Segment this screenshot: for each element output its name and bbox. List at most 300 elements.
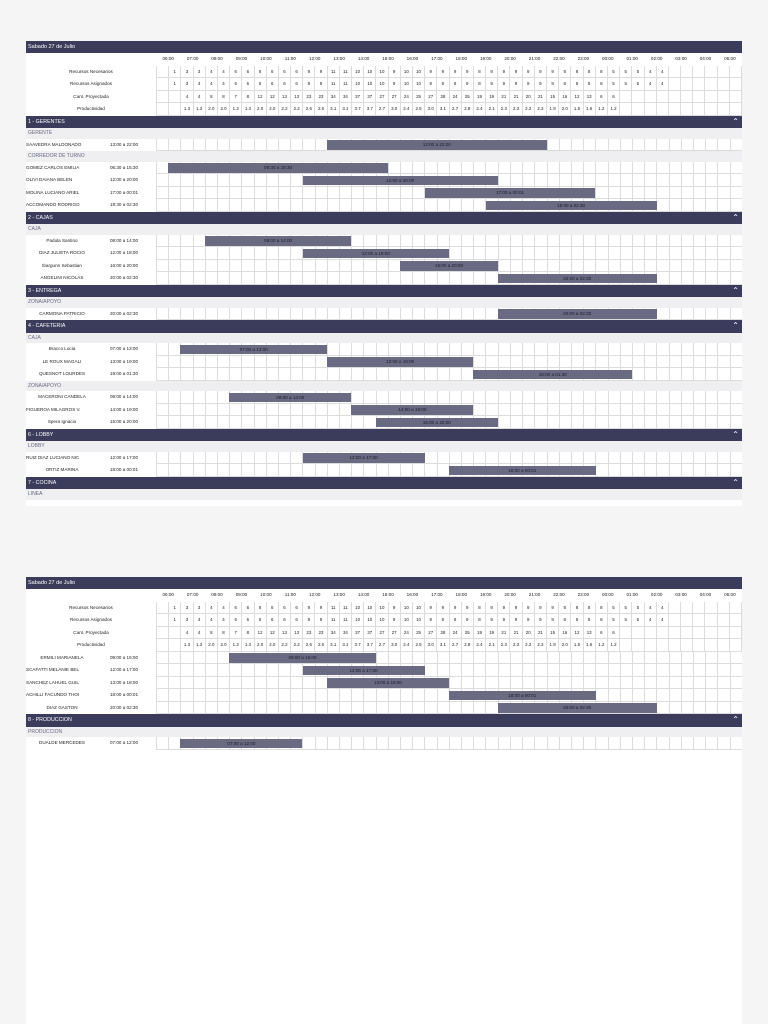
shift-bar[interactable]: 19:00 a 01:30 <box>473 370 632 380</box>
grid-cell <box>705 464 717 477</box>
hour-label: 13:00 <box>333 592 345 597</box>
grid-cell <box>376 737 388 750</box>
grid-cell <box>315 260 327 273</box>
grid-cell <box>644 677 656 690</box>
grid-cell <box>583 174 595 187</box>
grid-cell <box>656 199 668 212</box>
summary-cell: 5 <box>619 614 631 627</box>
employee-row <box>26 139 742 152</box>
grid-cell <box>437 391 449 404</box>
shift-time: 20:00 a 02:30 <box>109 704 139 710</box>
shift-bar[interactable]: 16:00 a 20:00 <box>400 261 498 271</box>
section-header[interactable] <box>26 714 742 727</box>
summary-cell: 7 <box>229 91 241 104</box>
grid-cell <box>205 174 217 187</box>
hour-label: 02:00 <box>650 56 663 61</box>
grid-cell <box>730 139 742 152</box>
grid-cell <box>376 702 388 715</box>
shift-bar[interactable]: 12:00 a 17:00 <box>303 666 425 676</box>
summary-cell: 5 <box>607 614 619 627</box>
grid-cell <box>217 652 229 665</box>
grid-cell <box>229 702 241 715</box>
grid-cell <box>254 356 266 369</box>
grid-cell <box>388 368 400 381</box>
summary-cell: 9 <box>485 78 497 91</box>
shift-bar[interactable]: 07:00 a 12:00 <box>180 739 302 749</box>
grid-cell <box>632 174 644 187</box>
employee-row <box>26 368 742 381</box>
employee-row <box>26 174 742 187</box>
summary-cell: 6 <box>241 602 253 615</box>
summary-cell <box>668 602 680 615</box>
summary-cell: 9 <box>449 78 461 91</box>
summary-cell <box>680 103 692 116</box>
grid-cell <box>620 162 632 175</box>
summary-cell: 10 <box>363 78 375 91</box>
grid-cell <box>388 308 400 321</box>
grid-cell <box>168 404 180 417</box>
grid-cell <box>669 187 681 200</box>
grid-cell <box>180 404 192 417</box>
summary-cell: 8 <box>217 627 229 640</box>
summary-cell: 9 <box>302 66 314 79</box>
grid-cell <box>644 174 656 187</box>
summary-cell: 1.5 <box>570 639 582 652</box>
summary-cell: 27 <box>388 627 400 640</box>
grid-cell <box>693 702 705 715</box>
chevron-up-icon[interactable]: ⌃ <box>732 116 739 126</box>
summary-cell: 8 <box>473 614 485 627</box>
summary-cell: 9 <box>546 614 558 627</box>
shift-bar[interactable]: 06:30 a 15:30 <box>168 163 388 173</box>
shift-bar[interactable]: 18:00 a 00:01 <box>449 691 596 701</box>
summary-cell: 3 <box>193 78 205 91</box>
grid-cell <box>620 404 632 417</box>
grid-cell <box>302 416 314 429</box>
grid-cell <box>583 162 595 175</box>
summary-cell: 9 <box>461 78 473 91</box>
grid-cell <box>412 162 424 175</box>
grid-cell <box>424 235 436 248</box>
grid-cell <box>717 174 729 187</box>
hour-label: 08:00 <box>211 56 223 61</box>
subsection-header: PRODUCCION <box>26 727 742 738</box>
grid-cell <box>400 464 412 477</box>
employee-name: SCAFATTI MELANIE BEL <box>26 667 80 672</box>
grid-cell <box>327 199 339 212</box>
grid-cell <box>632 652 644 665</box>
chevron-up-icon[interactable]: ⌃ <box>732 429 739 439</box>
grid-cell <box>644 404 656 417</box>
shift-grid <box>156 368 742 381</box>
hour-label: 15:00 <box>382 56 394 61</box>
employee-name: FIGUEROA MILAGROS V. <box>26 406 81 412</box>
grid-cell <box>620 664 632 677</box>
grid-cell <box>620 652 632 665</box>
hour-label: 21:00 <box>528 56 541 61</box>
grid-cell <box>400 187 412 200</box>
grid-cell <box>315 404 327 417</box>
grid-cell <box>449 199 461 212</box>
grid-cell <box>608 404 620 417</box>
grid-cell <box>717 391 729 404</box>
summary-cell: 2.6 <box>314 639 326 652</box>
grid-cell <box>400 689 412 702</box>
grid-cell <box>461 737 473 750</box>
grid-cell <box>730 199 742 212</box>
grid-cell <box>644 652 656 665</box>
grid-cell <box>302 737 314 750</box>
summary-cell: 9 <box>546 66 558 79</box>
summary-cell: 8 <box>595 602 607 615</box>
grid-cell <box>473 235 485 248</box>
grid-cell <box>266 174 278 187</box>
employee-row <box>26 404 742 417</box>
grid-cell <box>205 272 217 285</box>
grid-cell <box>278 199 290 212</box>
grid-cell <box>669 174 681 187</box>
grid-cell <box>656 677 668 690</box>
grid-cell <box>278 247 290 260</box>
employee-name: ACHILLI FACUNDO THOI <box>26 692 80 697</box>
summary-cell: 13 <box>290 627 302 640</box>
shift-grid <box>156 260 742 273</box>
summary-cell: 25 <box>461 91 473 104</box>
shift-bar[interactable]: 20:00 a 02:30 <box>498 274 657 284</box>
summary-cell: 1.6 <box>583 103 595 116</box>
hour-label: 11:00 <box>284 56 296 61</box>
grid-cell <box>632 689 644 702</box>
summary-cell: 4 <box>205 614 217 627</box>
grid-cell <box>705 737 717 750</box>
grid-cell <box>681 664 693 677</box>
grid-cell <box>449 308 461 321</box>
summary-cell: 34 <box>339 627 351 640</box>
grid-cell <box>193 260 205 273</box>
shift-bar[interactable]: 08:00 a 14:00 <box>205 236 352 246</box>
grid-cell <box>400 737 412 750</box>
summary-cell <box>729 91 742 104</box>
shift-bar[interactable]: 17:00 a 00:01 <box>425 188 596 198</box>
summary-cell: 2.2 <box>522 103 534 116</box>
shift-bar[interactable]: 15:00 a 20:00 <box>376 418 498 428</box>
grid-cell <box>376 368 388 381</box>
summary-cell: 5 <box>631 614 643 627</box>
grid-cell <box>339 368 351 381</box>
grid-cell <box>193 702 205 715</box>
shift-bar[interactable]: 13:00 a 22:00 <box>327 140 547 150</box>
summary-cell <box>656 103 668 116</box>
grid-cell <box>547 404 559 417</box>
grid-cell <box>180 664 192 677</box>
summary-cell <box>156 66 168 79</box>
subsection-header: CAJA <box>26 224 742 235</box>
grid-cell <box>717 356 729 369</box>
chevron-up-icon[interactable]: ⌃ <box>732 477 739 487</box>
grid-cell <box>254 404 266 417</box>
grid-cell <box>180 464 192 477</box>
grid-cell <box>193 247 205 260</box>
summary-cell: 9 <box>388 78 400 91</box>
grid-cell <box>363 391 375 404</box>
summary-cell: 24 <box>400 627 412 640</box>
grid-cell <box>559 416 571 429</box>
grid-cell <box>241 416 253 429</box>
grid-cell <box>583 356 595 369</box>
grid-cell <box>278 452 290 465</box>
grid-cell <box>705 260 717 273</box>
employee-row <box>26 162 742 175</box>
grid-cell <box>437 664 449 677</box>
grid-cell <box>339 464 351 477</box>
grid-cell <box>229 199 241 212</box>
grid-cell <box>571 404 583 417</box>
grid-cell <box>717 368 729 381</box>
shift-bar[interactable]: 13:00 a 18:00 <box>327 678 449 688</box>
grid-cell <box>241 308 253 321</box>
grid-cell <box>266 139 278 152</box>
summary-cell <box>729 103 742 116</box>
grid-cell <box>693 356 705 369</box>
grid-cell <box>266 702 278 715</box>
shift-bar[interactable]: 07:00 a 13:00 <box>180 345 327 355</box>
grid-cell <box>730 689 742 702</box>
section-header[interactable] <box>26 212 742 225</box>
grid-cell <box>705 162 717 175</box>
grid-cell <box>693 737 705 750</box>
grid-cell <box>254 187 266 200</box>
summary-cell: 9 <box>449 602 461 615</box>
grid-cell <box>193 199 205 212</box>
grid-cell <box>681 187 693 200</box>
grid-cell <box>534 664 546 677</box>
grid-cell <box>693 308 705 321</box>
summary-cell <box>156 103 168 116</box>
summary-cell <box>156 602 168 615</box>
grid-cell <box>473 308 485 321</box>
grid-cell <box>315 464 327 477</box>
hour-label: 03:00 <box>675 592 687 597</box>
grid-cell <box>412 652 424 665</box>
grid-cell <box>217 308 229 321</box>
grid-cell <box>583 652 595 665</box>
summary-cell: 11 <box>339 78 351 91</box>
section-header[interactable] <box>26 429 742 442</box>
summary-cell: 37 <box>351 91 363 104</box>
grid-cell <box>669 343 681 356</box>
shift-bar[interactable]: 19:30 a 02:30 <box>486 201 657 211</box>
shift-bar[interactable]: 12:00 a 17:00 <box>303 453 425 463</box>
section-header[interactable] <box>26 320 742 333</box>
grid-cell <box>510 235 522 248</box>
grid-cell <box>656 187 668 200</box>
grid-cell <box>290 139 302 152</box>
grid-cell <box>217 391 229 404</box>
grid-cell <box>376 343 388 356</box>
grid-cell <box>522 356 534 369</box>
grid-cell <box>717 162 729 175</box>
grid-cell <box>351 199 363 212</box>
grid-cell <box>449 702 461 715</box>
grid-cell <box>681 139 693 152</box>
grid-cell <box>669 404 681 417</box>
summary-cell: 4 <box>217 614 229 627</box>
grid-cell <box>730 677 742 690</box>
grid-cell <box>229 368 241 381</box>
grid-cell <box>510 247 522 260</box>
shift-grid <box>156 343 742 356</box>
summary-cell: 1.2 <box>607 103 619 116</box>
subsection-header: ZONA/APOYO <box>26 297 742 308</box>
grid-cell <box>290 689 302 702</box>
grid-cell <box>656 356 668 369</box>
summary-cell: 8 <box>473 66 485 79</box>
grid-cell <box>217 452 229 465</box>
summary-cell: 2.4 <box>400 639 412 652</box>
hour-label: 17:00 <box>431 592 443 597</box>
employee-row <box>26 356 742 369</box>
summary-row <box>26 602 742 615</box>
summary-cell: 9 <box>534 66 546 79</box>
grid-cell <box>473 343 485 356</box>
grid-cell <box>571 664 583 677</box>
section-header[interactable] <box>26 285 742 298</box>
grid-cell <box>217 464 229 477</box>
summary-cell: 1.2 <box>229 639 241 652</box>
summary-cell: 8 <box>241 91 253 104</box>
summary-cell: 1 <box>168 78 180 91</box>
grid-cell <box>681 343 693 356</box>
summary-grid <box>156 639 742 652</box>
hour-label: 02:00 <box>650 592 663 597</box>
summary-cell: 3.7 <box>351 639 363 652</box>
chevron-up-icon[interactable]: ⌃ <box>732 285 739 295</box>
grid-cell <box>278 308 290 321</box>
grid-cell <box>351 343 363 356</box>
summary-cell: 8 <box>583 614 595 627</box>
grid-cell <box>534 452 546 465</box>
grid-cell <box>168 247 180 260</box>
summary-cell: 2.4 <box>473 639 485 652</box>
shift-bar[interactable]: 09:00 a 15:00 <box>229 653 376 663</box>
chevron-up-icon[interactable]: ⌃ <box>732 715 739 724</box>
grid-cell <box>400 368 412 381</box>
summary-cell <box>656 627 668 640</box>
summary-label: Cant. Proyectada <box>73 93 109 99</box>
grid-cell <box>473 356 485 369</box>
employee-name: QUESNOT LOURDES <box>38 371 86 376</box>
shift-bar[interactable]: 20:00 a 02:30 <box>498 309 657 319</box>
summary-cell: 3.1 <box>436 103 448 116</box>
shift-time: 12:00 a 17:00 <box>109 454 139 460</box>
summary-cell: 6 <box>607 91 619 104</box>
grid-cell <box>595 162 607 175</box>
summary-cell: 5 <box>607 66 619 79</box>
grid-cell <box>461 247 473 260</box>
shift-bar[interactable]: 20:00 a 02:30 <box>498 703 657 713</box>
grid-cell <box>498 404 510 417</box>
grid-cell <box>559 652 571 665</box>
summary-cell: 3.7 <box>363 103 375 116</box>
hour-label: 16:00 <box>406 592 419 597</box>
section-header[interactable] <box>26 477 742 490</box>
grid-cell <box>547 235 559 248</box>
grid-cell <box>266 689 278 702</box>
grid-cell <box>632 260 644 273</box>
grid-cell <box>669 689 681 702</box>
grid-cell <box>180 702 192 715</box>
summary-cell <box>717 614 729 627</box>
summary-grid <box>156 103 742 116</box>
grid-cell <box>266 404 278 417</box>
grid-cell <box>180 356 192 369</box>
hour-label: 10:00 <box>260 56 272 61</box>
grid-cell <box>656 272 668 285</box>
summary-cell <box>168 103 180 116</box>
section-title: 3 - ENTREGA <box>28 287 62 294</box>
grid-cell <box>595 235 607 248</box>
grid-cell <box>705 677 717 690</box>
grid-cell <box>180 139 192 152</box>
grid-cell <box>351 187 363 200</box>
shift-bar[interactable]: 12:00 a 18:00 <box>303 249 450 259</box>
summary-cell <box>680 639 692 652</box>
grid-cell <box>510 343 522 356</box>
summary-cell <box>644 627 656 640</box>
grid-cell <box>290 702 302 715</box>
summary-cell: 1.6 <box>583 639 595 652</box>
grid-cell <box>180 391 192 404</box>
summary-cell <box>729 614 742 627</box>
summary-cell: 9 <box>485 614 497 627</box>
hour-label: 05:00 <box>724 592 736 597</box>
shift-bar[interactable]: 14:00 a 19:00 <box>351 405 473 415</box>
grid-cell <box>730 308 742 321</box>
grid-cell <box>278 677 290 690</box>
shift-bar[interactable]: 12:00 a 20:00 <box>303 176 498 186</box>
shift-bar[interactable]: 09:00 a 14:00 <box>229 393 351 403</box>
grid-cell <box>620 356 632 369</box>
grid-cell <box>485 356 497 369</box>
grid-cell <box>437 452 449 465</box>
grid-cell <box>302 187 314 200</box>
grid-cell <box>669 162 681 175</box>
grid-cell <box>229 664 241 677</box>
grid-cell <box>595 247 607 260</box>
summary-cell: 6 <box>229 614 241 627</box>
section-header[interactable] <box>26 116 742 129</box>
grid-cell <box>681 416 693 429</box>
grid-cell <box>608 664 620 677</box>
summary-grid <box>156 627 742 640</box>
grid-cell <box>717 308 729 321</box>
grid-cell <box>351 464 363 477</box>
summary-cell: 6 <box>290 66 302 79</box>
summary-cell: 8 <box>558 66 570 79</box>
shift-bar[interactable]: 13:00 a 19:00 <box>327 357 474 367</box>
grid-cell <box>571 174 583 187</box>
summary-cell: 6 <box>607 627 619 640</box>
employee-row <box>26 652 742 665</box>
grid-cell <box>205 677 217 690</box>
grid-cell <box>559 343 571 356</box>
chevron-up-icon[interactable]: ⌃ <box>732 321 739 330</box>
grid-cell <box>278 464 290 477</box>
grid-cell <box>693 260 705 273</box>
shift-bar[interactable]: 18:00 a 00:01 <box>449 466 596 476</box>
chevron-up-icon[interactable]: ⌃ <box>732 212 739 222</box>
grid-cell <box>717 247 729 260</box>
